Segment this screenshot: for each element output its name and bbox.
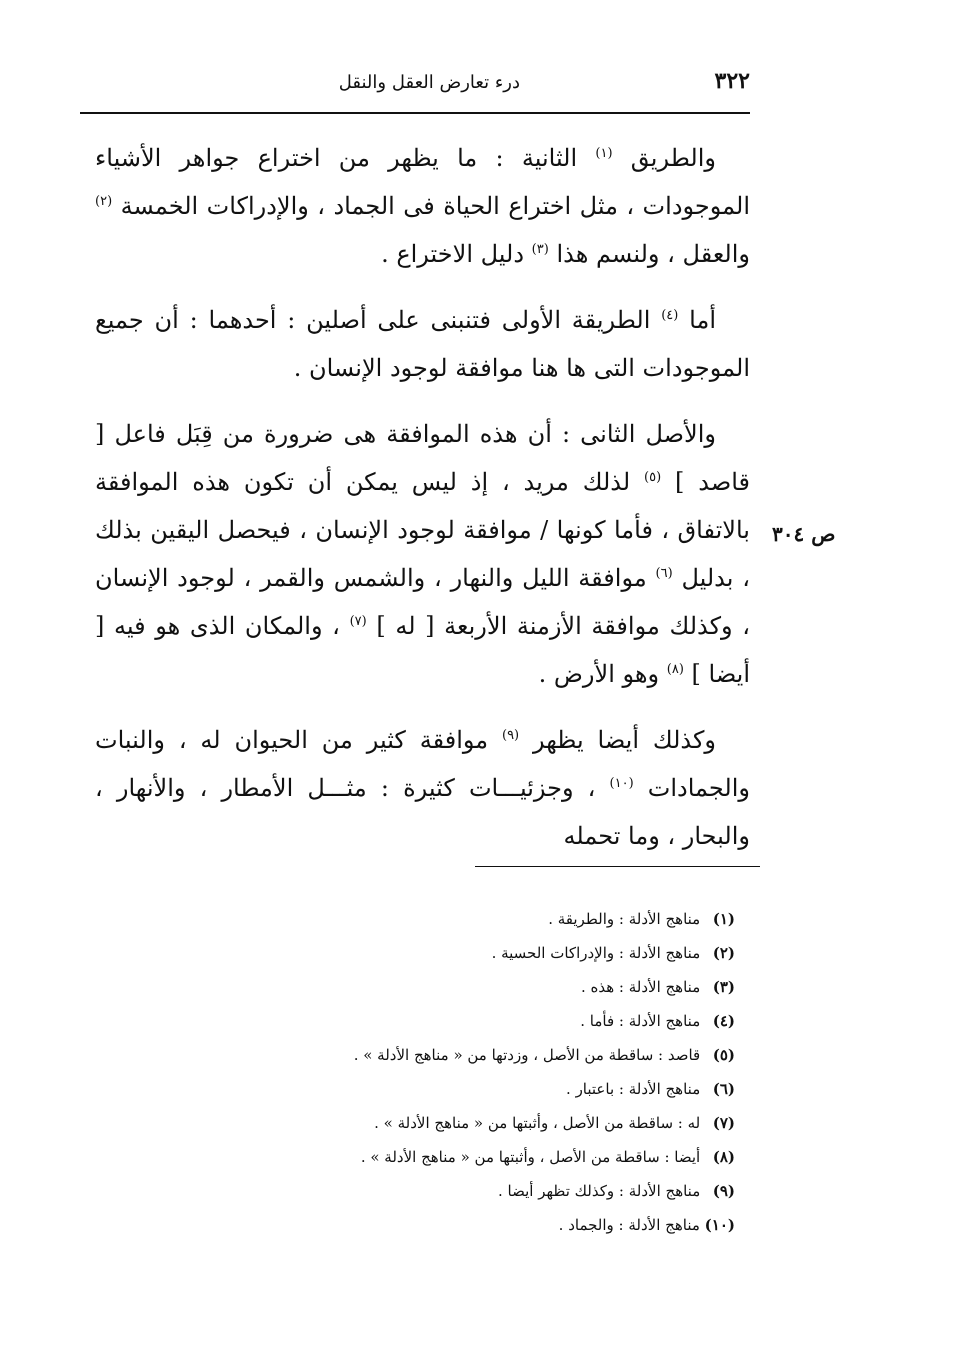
text-segment: دليل الاختراع . [381, 240, 532, 268]
footnote-text: مناهج الأدلة : فأما . [580, 1012, 705, 1030]
footnote-text: مناهج الأدلة : هذه . [580, 978, 705, 996]
text-segment: الطريقة الأولى فتنبنى على أصلين : أحدهما : أن جميع الموجودات التى ها هنا موافقة لوجود الإنسان . [95, 306, 750, 382]
footnote-text: أيضا : ساقطة من الأصل ، وأثبتها من « مناهج الأدلة » . [360, 1148, 705, 1166]
footnote-separator [475, 866, 760, 867]
footnote-text: مناهج الأدلة : والإدراكات الحسية . [491, 944, 705, 962]
footnote [250, 1208, 735, 1242]
text-segment: أما [678, 306, 716, 334]
footnote-text: مناهج الأدلة : وكذلك تظهر أيضا . [498, 1182, 705, 1200]
footnote-marker[interactable]: (١) [595, 146, 613, 161]
text-segment: موافقة كثير من الحيوان له ، والنبات والجمادات [95, 726, 750, 802]
footnote-marker[interactable]: (٥) [644, 470, 662, 485]
page-header [80, 68, 750, 108]
footnote [250, 1140, 735, 1174]
text-segment: والأصل الثانى : أن هذه الموافقة هى ضرورة من قِبَل فاعل [ قاصد ] [95, 420, 750, 496]
footnote-number: (٤) [712, 1012, 735, 1030]
footnote-number: (٨) [712, 1148, 735, 1166]
paragraph [95, 134, 750, 278]
footnote-marker[interactable]: (٣) [531, 242, 549, 257]
footnote [250, 902, 735, 936]
paragraph [95, 410, 750, 698]
footnote [250, 1072, 735, 1106]
text-segment: ، والمكان الذى هو فيه [ أيضا ] [95, 612, 750, 688]
footnote-number: (٧) [712, 1114, 735, 1132]
footnote-marker[interactable]: (٨) [666, 662, 684, 677]
footnote-number: (٢) [712, 944, 735, 962]
footnote-text: مناهج الأدلة : باعتبار . [566, 1080, 705, 1098]
paragraph [95, 716, 750, 860]
header-rule [80, 112, 750, 114]
footnote-marker[interactable]: (١٠) [609, 776, 634, 791]
text-segment: ، وجزئيـــات كثيرة : مثـــل الأمطار ، والأنهار ، والبحار ، وما تحمله [95, 774, 750, 850]
footnote-marker[interactable]: (٩) [501, 728, 520, 743]
footnote [250, 1174, 735, 1208]
footnote-marker[interactable]: (٧) [349, 614, 367, 629]
text-segment: وكذلك أيضا يظهر [519, 726, 716, 754]
text-segment: والعقل ، ولنسم هذا [548, 240, 750, 268]
footnote-number: (١٠) [704, 1216, 735, 1234]
footnote [250, 936, 735, 970]
text-segment: وهو الأرض . [538, 660, 667, 688]
text-segment: والطريق [612, 144, 716, 172]
footnote [250, 1106, 735, 1140]
footnote-text: مناهج الأدلة : والطريقة . [548, 910, 705, 928]
running-title: درء تعارض العقل والنقل [338, 72, 520, 93]
footnote-number: (٦) [712, 1080, 735, 1098]
footnote [250, 970, 735, 1004]
footnote-number: (٥) [712, 1046, 735, 1064]
main-text [95, 134, 750, 878]
paragraph [95, 296, 750, 392]
footnote [250, 1004, 735, 1038]
footnotes-list [250, 902, 735, 1242]
margin-page-reference: ص ٣٠٤ [772, 522, 836, 546]
footnote-marker[interactable]: (٤) [661, 308, 679, 323]
footnote-number: (١) [712, 910, 735, 928]
footnote-marker[interactable]: (٦) [655, 566, 673, 581]
text-segment: موافقة الليل والنهار ، والشمس والقمر ، لوجود الإنسان ، وكذلك موافقة الأزمنة الأربعة [ له ] [95, 564, 750, 640]
footnote [250, 1038, 735, 1072]
footnote-text: له : ساقطة من الأصل ، وأثبتها من « مناهج الأدلة » . [374, 1114, 705, 1132]
footnote-text: قاصد : ساقطة من الأصل ، وزدتها من « مناهج الأدلة » . [353, 1046, 705, 1064]
footnote-marker[interactable]: (٢) [95, 194, 113, 209]
page-number: ٣٢٢ [714, 68, 750, 94]
text-segment: لذلك مريد ، إذ ليس يمكن أن تكون هذه الموافقة بالاتفاق ، فأما كونها / موافقة لوجود الإنسان ، فيحصل اليقين بذلك ، بدليل [95, 468, 750, 592]
footnote-number: (٩) [712, 1182, 735, 1200]
footnote-number: (٣) [712, 978, 735, 996]
footnote-text: مناهج الأدلة : والجماد . [558, 1216, 705, 1234]
text-segment: الثانية : ما يظهر من اختراع جواهر الأشياء الموجودات ، مثل اختراع الحياة فى الجماد ، والإدراكات الخمسة [95, 144, 750, 220]
